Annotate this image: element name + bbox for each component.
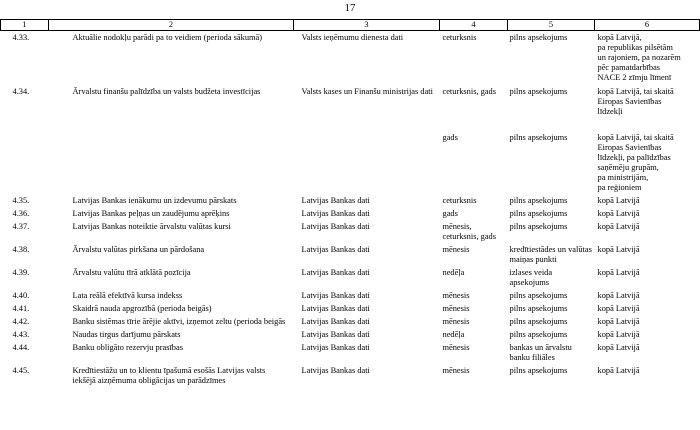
breakdown [595, 207, 700, 220]
breakdown-line: Eiropas Savienības [597, 142, 662, 152]
data-source [294, 131, 440, 194]
table-row [1, 266, 700, 289]
row-number: 4.41. [12, 303, 30, 313]
data-source: Latvijas Bankas dati [301, 208, 370, 218]
breakdown [595, 341, 700, 364]
breakdown-line: kopā Latvijā, tai skaitā [597, 86, 674, 96]
frequency: nedēļa [442, 267, 465, 277]
coverage: izlases veida apsekojums [509, 267, 553, 287]
row-number: 4.33. [12, 33, 30, 42]
breakdown [595, 131, 700, 194]
coverage: pilns apsekojums [509, 208, 568, 218]
table-row [1, 341, 700, 364]
breakdown [595, 364, 700, 388]
page-number: 17 [344, 2, 356, 14]
breakdown-line: kopā Latvijā [597, 195, 640, 205]
column-number: 5 [508, 20, 595, 31]
data-source: Valsts kases un Finanšu ministrijas dati [301, 86, 433, 96]
data-source: Latvijas Bankas dati [301, 290, 370, 300]
row-number: 4.43. [12, 329, 30, 339]
breakdown-line: kopā Latvijā [597, 365, 640, 375]
frequency: nedēļa [442, 329, 465, 339]
row-number: 4.39. [12, 267, 30, 277]
row-number: 4.35. [12, 195, 30, 205]
coverage: pilns apsekojums [509, 132, 568, 142]
indicator-name [49, 131, 294, 194]
table-row [1, 220, 700, 243]
frequency: mēnesis [442, 316, 470, 326]
table-row [1, 315, 700, 328]
row-number: 4.45. [12, 365, 30, 375]
table-row [1, 289, 700, 302]
breakdown-line: pa reģioniem [597, 182, 642, 192]
breakdown-line: NACE 2 zīmju līmenī [597, 73, 672, 82]
table-row [1, 207, 700, 220]
breakdown [595, 243, 700, 266]
table-row [1, 194, 700, 207]
frequency: ceturksnis [442, 195, 477, 205]
indicator-name: Skaidrā nauda apgrozībā (perioda beigās) [72, 303, 212, 313]
breakdown-line: kopā Latvijā [597, 208, 640, 218]
frequency: ceturksnis, gads [442, 86, 496, 96]
indicator-name: Latvijas Bankas ienākumu un izdevumu pārskats [72, 195, 237, 205]
frequency: mēnesis [442, 365, 470, 375]
row-number: 4.44. [12, 342, 30, 352]
breakdown [595, 31, 700, 85]
breakdown-line: kopā Latvijā [597, 290, 640, 300]
row-number: 4.42. [12, 316, 30, 326]
data-source: Latvijas Bankas dati [301, 303, 370, 313]
frequency: gads [442, 208, 458, 218]
breakdown-line: Eiropas Savienības [597, 96, 662, 106]
breakdown-line: saņēmēju grupām, [597, 162, 659, 172]
breakdown [595, 194, 700, 207]
indicator-name: Kredītiestāžu un to klientu īpašumā esošās Latvijas valsts iekšējā aizņēmuma obligācijas un parādzīmes [72, 365, 266, 385]
frequency: gads [442, 132, 458, 142]
breakdown-line: kopā Latvijā [597, 244, 640, 254]
breakdown-line: un rajoniem, pa nozarēm [597, 53, 681, 62]
row-number: 4.36. [12, 208, 30, 218]
coverage: pilns apsekojums [509, 329, 568, 339]
indicator-name: Naudas tirgus darījumu pārskats [72, 329, 181, 339]
table-row [1, 328, 700, 341]
coverage: pilns apsekojums [509, 33, 568, 42]
data-source: Latvijas Bankas dati [301, 342, 370, 352]
indicator-name: Ārvalstu finanšu palīdzība un valsts budžeta investīcijas [72, 86, 261, 96]
indicator-name: Latvijas Bankas peļņas un zaudējumu aprēķins [72, 208, 230, 218]
data-source: Latvijas Bankas dati [301, 267, 370, 277]
coverage: pilns apsekojums [509, 221, 568, 231]
coverage: pilns apsekojums [509, 195, 568, 205]
breakdown [595, 328, 700, 341]
indicator-name: Latvijas Bankas noteiktie ārvalstu valūtas kursi [72, 221, 231, 231]
breakdown-line: līdzekļi [597, 106, 623, 116]
breakdown-line: kopā Latvijā [597, 303, 640, 313]
breakdown-line: pēc pamatdarbības [597, 63, 661, 72]
row-number: 4.34. [12, 86, 30, 96]
coverage: pilns apsekojums [509, 365, 568, 375]
breakdown-line: kopā Latvijā [597, 329, 640, 339]
frequency: mēnesis [442, 290, 470, 300]
column-number: 1 [1, 20, 49, 31]
row-number: 4.40. [12, 290, 30, 300]
row-number: 4.38. [12, 244, 30, 254]
data-source: Latvijas Bankas dati [301, 316, 370, 326]
data-source: Latvijas Bankas dati [301, 195, 370, 205]
indicator-name: Banku obligāto rezervju prasības [72, 342, 183, 352]
breakdown [595, 315, 700, 328]
coverage: pilns apsekojums [509, 316, 568, 326]
column-number: 4 [440, 20, 508, 31]
data-source: Latvijas Bankas dati [301, 329, 370, 339]
table-row [1, 364, 700, 388]
frequency: ceturksnis [442, 33, 477, 42]
breakdown [595, 289, 700, 302]
data-source: Valsts ieņēmumu dienesta dati [301, 33, 404, 42]
breakdown [595, 85, 700, 131]
column-number: 6 [595, 20, 700, 31]
column-number-row [1, 20, 700, 31]
breakdown-line: kopā Latvijā, tai skaitā [597, 132, 674, 142]
table-row [1, 302, 700, 315]
data-source: Latvijas Bankas dati [301, 244, 370, 254]
column-number: 3 [294, 20, 440, 31]
coverage: kredītiestādes un valūtas maiņas punkti [509, 244, 592, 264]
frequency: mēnesis [442, 244, 470, 254]
frequency: mēnesis, ceturksnis, gads [442, 221, 496, 241]
breakdown [595, 302, 700, 315]
breakdown-line: līdzekļi, pa palīdzības [597, 152, 671, 162]
breakdown-line: kopā Latvijā [597, 316, 640, 326]
breakdown-line: pa republikas pilsētām [597, 43, 673, 52]
table-row [1, 31, 700, 85]
breakdown-line: kopā Latvijā [597, 221, 640, 231]
indicator-name: Aktuālie nodokļu parādi pa to veidiem (perioda sākumā) [72, 33, 263, 42]
row-number: 4.37. [12, 221, 30, 231]
row-number [1, 131, 49, 194]
data-source: Latvijas Bankas dati [301, 221, 370, 231]
breakdown-line: kopā Latvijā, [597, 33, 642, 42]
breakdown-line: kopā Latvijā [597, 342, 640, 352]
breakdown-line: pa ministrijām, [597, 172, 649, 182]
coverage: pilns apsekojums [509, 303, 568, 313]
coverage: bankas un ārvalstu banku filiāles [509, 342, 572, 362]
indicator-name: Ārvalstu valūtu tīrā atklātā pozīcija [72, 267, 191, 277]
breakdown [595, 220, 700, 243]
indicator-name: Banku sistēmas tīrie ārējie aktīvi, izņemot zeltu (perioda beigās [72, 316, 286, 326]
frequency: mēnesis [442, 303, 470, 313]
indicator-name: Ārvalstu valūtas pirkšana un pārdošana [72, 244, 205, 254]
indicator-name: Lata reālā efektīvā kursa indekss [72, 290, 183, 300]
column-number: 2 [49, 20, 294, 31]
coverage: pilns apsekojums [509, 290, 568, 300]
table-row [1, 131, 700, 194]
statistics-table [0, 19, 700, 388]
table-row [1, 243, 700, 266]
frequency: mēnesis [442, 342, 470, 352]
coverage: pilns apsekojums [509, 86, 568, 96]
data-source: Latvijas Bankas dati [301, 365, 370, 375]
breakdown [595, 266, 700, 289]
table-row [1, 85, 700, 131]
breakdown-line: kopā Latvijā [597, 267, 640, 277]
